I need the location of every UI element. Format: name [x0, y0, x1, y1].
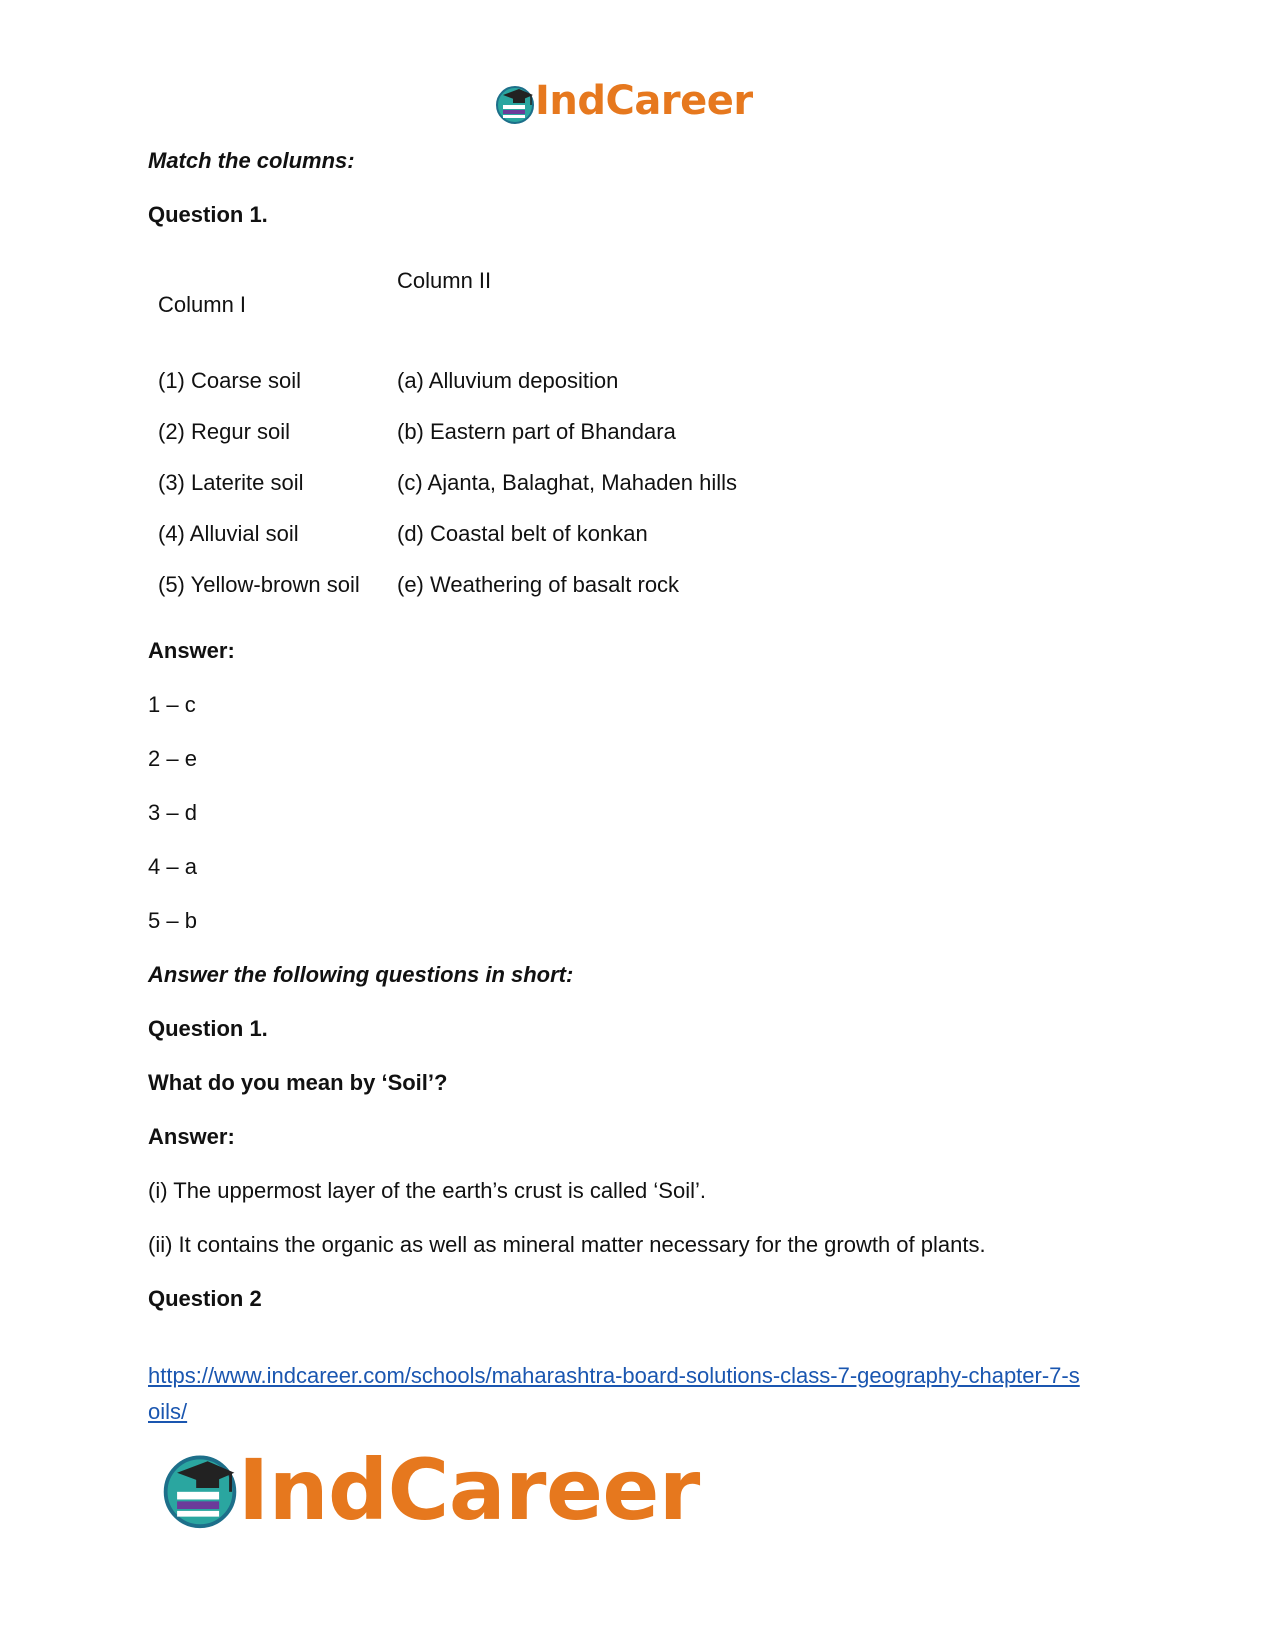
question-label: Question 1. [148, 1016, 268, 1041]
table-cell-right: (d) Coastal belt of konkan [397, 521, 648, 546]
header-brand: IndCareer [535, 78, 753, 124]
column-header-1: Column I [158, 292, 247, 317]
table-cell-left: (3) Laterite soil [158, 470, 304, 495]
answer-item: 3 – d [148, 800, 197, 825]
answer-label: Answer: [148, 638, 235, 663]
table-cell-left: (1) Coarse soil [158, 368, 302, 393]
table-cell-left: (5) Yellow-brown soil [158, 572, 360, 597]
table-cell-left: (4) Alluvial soil [158, 521, 299, 546]
source-link-line1: https://www.indcareer.com/schools/maharashtra-board-solutions-class-7-geography-chapter-7-s [148, 1363, 1080, 1388]
table-cell-right: (a) Alluvium deposition [397, 368, 619, 393]
graduation-book-globe-icon [158, 1446, 242, 1530]
footer-brand: IndCareer [238, 1441, 700, 1539]
answer-item: 4 – a [148, 854, 197, 879]
question-text: What do you mean by ‘Soil’? [148, 1070, 448, 1095]
source-link[interactable] [148, 1358, 1080, 1430]
section-title-match: Match the columns: [148, 148, 355, 173]
header-logo [493, 78, 763, 128]
question-label: Question 1. [148, 202, 268, 227]
answer-item: 5 – b [148, 908, 197, 933]
graduation-book-globe-icon [493, 81, 537, 125]
section-title-short: Answer the following questions in short: [148, 962, 574, 987]
footer-logo [158, 1440, 698, 1540]
answer-line: (ii) It contains the organic as well as mineral matter necessary for the growth of plants. [148, 1232, 986, 1257]
question-label: Question 2 [148, 1286, 262, 1311]
answer-line: (i) The uppermost layer of the earth’s crust is called ‘Soil’. [148, 1178, 706, 1203]
table-cell-right: (b) Eastern part of Bhandara [397, 419, 676, 444]
answer-item: 2 – e [148, 746, 197, 771]
source-link-line2: oils/ [148, 1399, 188, 1424]
answer-label: Answer: [148, 1124, 235, 1149]
answer-item: 1 – c [148, 692, 196, 717]
table-cell-right: (e) Weathering of basalt rock [397, 572, 680, 597]
table-cell-right: (c) Ajanta, Balaghat, Mahaden hills [397, 470, 737, 495]
table-cell-left: (2) Regur soil [158, 419, 291, 444]
column-header-2: Column II [397, 268, 492, 293]
